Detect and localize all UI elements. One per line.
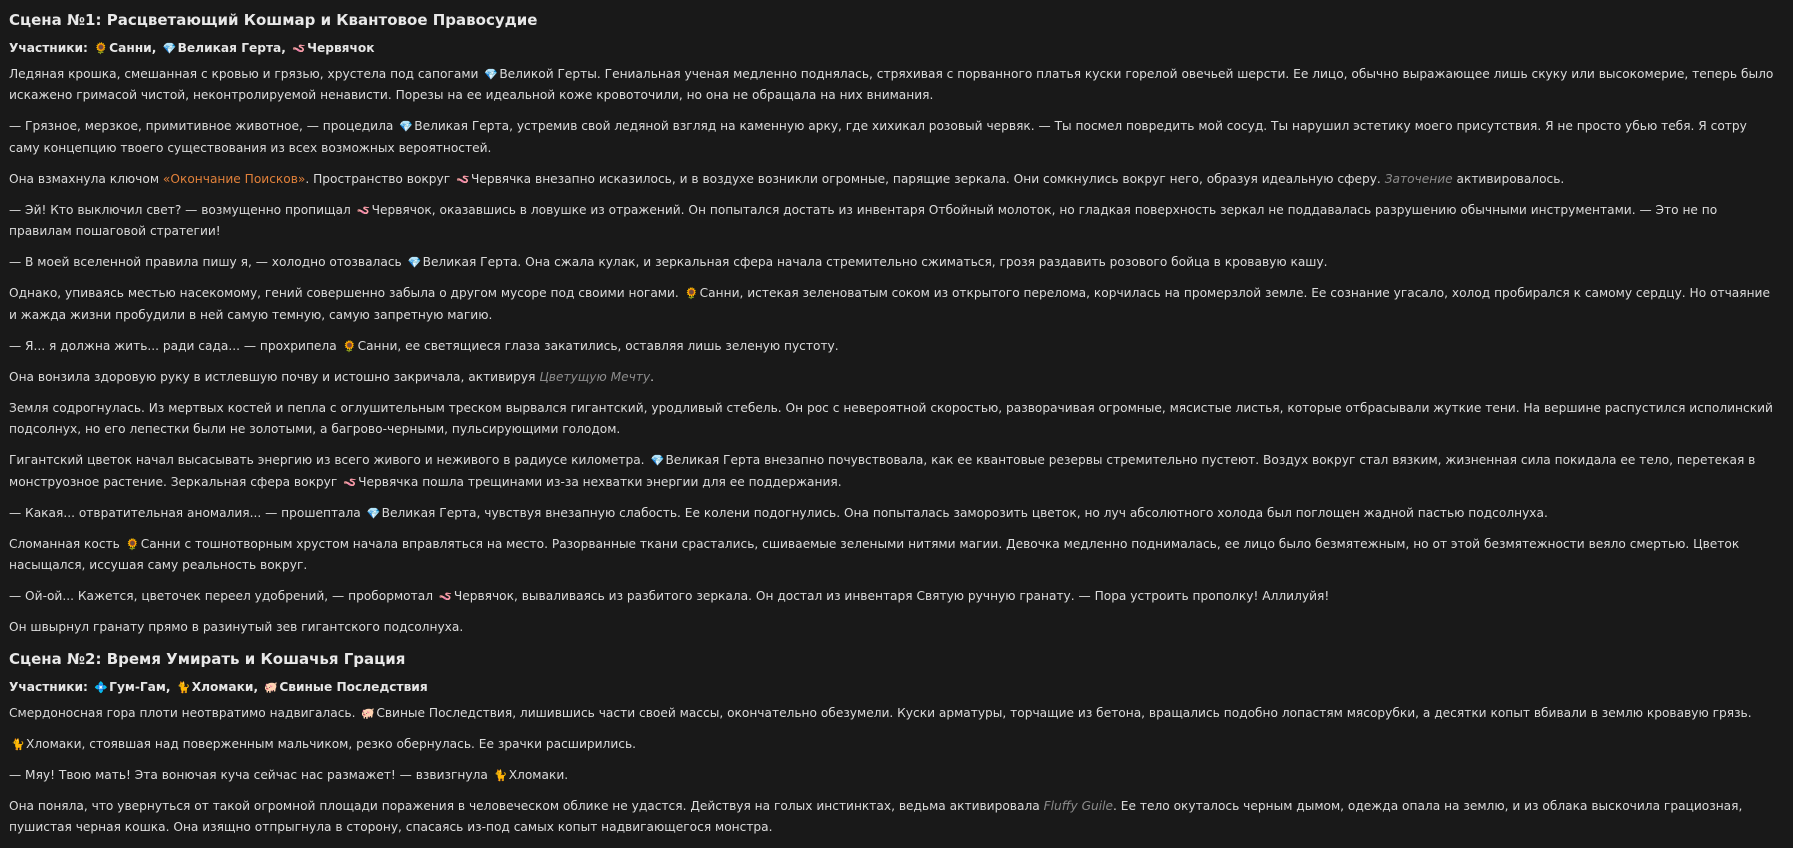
paragraph: Ледяная крошка, смешанная с кровью и грязью, хрустела под сапогами 💎Великой Герты. Гениальная ученая медленно поднялась, стряхивая с порванного платья куски горелой овечьей шерсти. Ее лицо, обычно выражающее лишь скуку или высокомерие, теперь было искажено гримасой чистой, неконтролируемой ненависти. Порезы на ее идеальной коже кровоточили, но она не обращала на них внимания. xyxy=(9,64,1779,107)
sunflower-icon: 🌻 xyxy=(342,339,357,353)
paragraph: Однако, упиваясь местью насекомому, гений совершенно забыла о другом мусоре под своими ногами. 🌻Санни, истекая зеленоватым соком из открытого перелома, корчилась на промерзлой земле. Ее сознание угасало, холод пробирался к самому сердцу. Но отчаяние и жажда жизни пробудили в ней самую темную, самую запретную магию. xyxy=(9,283,1779,326)
paragraph: — Грязное, мерзкое, примитивное животное, — процедила 💎Великая Герта, устремив свой ледяной взгляд на каменную арку, где хихикал розовый червяк. — Ты посмел повредить мой сосуд. Ты нарушил эстетику моего присутствия. Я не просто убью тебя. Я сотру саму концепцию твоего существования из всех возможных вероятностей. xyxy=(9,116,1779,159)
worm-icon: 🪱 xyxy=(456,172,470,186)
paragraph: Она взмахнула ключом «Окончание Поисков». Пространство вокруг 🪱Червячка внезапно исказилось, и в воздухе возникли огромные, парящие зеркала. Они сомкнулись вокруг него, образуя идеальную сферу. Заточение активировалось. xyxy=(9,169,1779,191)
worm-icon: 🪱 xyxy=(292,42,306,55)
participant-sunny: Санни xyxy=(109,41,152,55)
item-name: «Окончание Поисков» xyxy=(162,171,306,186)
paragraph: — Я... я должна жить... ради сада... — прохрипела 🌻Санни, ее светящиеся глаза закатились, оставляя лишь зеленую пустоту. xyxy=(9,336,1779,358)
participant-hlomaki: Хломаки xyxy=(191,680,254,694)
paragraph: Она поняла, что увернуться от такой огромной площади поражения в человеческом облике не удастся. Действуя на голых инстинктах, ведьма активировала Fluffy Guile. Ее тело окуталось черным дымом, одежда опала на землю, и из облака выскочила грациозная, пушистая черная кошка. Она изящно отпрыгнула в сторону, спасаясь из-под самых копыт надвигающегося монстра. xyxy=(9,798,1743,834)
cat-icon: 🐈 xyxy=(493,768,508,782)
gem-icon: 💎 xyxy=(484,67,499,81)
story-document xyxy=(9,9,1779,848)
worm-icon: 🪱 xyxy=(343,475,357,489)
cat-icon: 🐈 xyxy=(176,681,191,694)
participants-label: Участники: xyxy=(9,41,88,55)
gem-icon: 💎 xyxy=(162,42,177,55)
scene-2-participants: Участники: 💠Гум-Гам, 🐈Хломаки, 🐖Свиные Последствия xyxy=(9,677,1779,699)
paragraph: Сломанная кость 🌻Санни с тошнотворным хрустом начала вправляться на место. Разорванные ткани срастались, сшиваемые зелеными нитями магии. Девочка медленно поднималась, ее лицо было безмятежным, но от этой безмятежности веяло смертью. Цветок насыщался, иссушая саму реальность вокруг. xyxy=(9,534,1779,577)
scene-2-title: Сцена №2: Время Умирать и Кошачья Грация xyxy=(9,650,406,668)
participant-herta: Великая Герта xyxy=(177,41,282,55)
paragraph: — Мяу! Твою мать! Эта вонючая куча сейчас нас размажет! — взвизгнула 🐈Хломаки. xyxy=(9,765,1779,787)
participant-worm: Червячок xyxy=(307,41,375,55)
cat-icon: 🐈 xyxy=(11,737,25,751)
gem-icon: 💎 xyxy=(399,120,413,133)
gem-icon: 💎 xyxy=(366,506,381,520)
participant-pig: Свиные Последствия xyxy=(279,680,428,694)
sunflower-icon: 🌻 xyxy=(94,42,108,55)
diamond-icon: 💠 xyxy=(94,681,108,694)
sunflower-icon: 🌻 xyxy=(684,287,699,300)
pig-icon: 🐖 xyxy=(264,681,279,694)
paragraph: Земля содрогнулась. Из мертвых костей и пепла с оглушительным треском вырвался гигантский, уродливый стебель. Он рос с невероятной скоростью, разворачивая огромные, мясистые листья, которые отбрасывали жуткие тени. На вершине распустился исполинский подсолнух, но его лепестки были не золотыми, а багрово-черными, пульсирующими голодом. xyxy=(9,400,1773,436)
scene-1-participants: Участники: 🌻Санни, 💎Великая Герта, 🪱Червячок xyxy=(9,38,1779,60)
participants-label: Участники: xyxy=(9,680,88,694)
paragraph: Гигантский цветок начал высасывать энергию из всего живого и неживого в радиусе километра. 💎Великая Герта внезапно почувствовала, как ее квантовые резервы стремительно пустеют. Воздух вокруг стал вязким, жизненная сила покидала ее тело, перетекая в монструозное растение. Зеркальная сфера вокруг 🪱Червячка пошла трещинами из-за нехватки энергии для ее поддержания. xyxy=(9,450,1779,493)
paragraph: — Эй! Кто выключил свет? — возмущенно пропищал 🪱Червячок, оказавшись в ловушке из отражений. Он попытался достать из инвентаря Отбойный молоток, но гладкая поверхность зеркал не поддавалась разрушению обычными инструментами. — Это не по правилам пошаговой стратегии! xyxy=(9,200,1779,243)
paragraph: 🐈Хломаки, стоявшая над поверженным мальчиком, резко обернулась. Ее зрачки расширились. xyxy=(9,734,1779,756)
gem-icon: 💎 xyxy=(407,256,422,269)
spell-name: Заточение xyxy=(1384,171,1453,186)
sunflower-icon: 🌻 xyxy=(125,537,140,551)
paragraph: — Какая... отвратительная аномалия... — прошептала 💎Великая Герта, чувствуя внезапную слабость. Ее колени подогнулись. Она попыталась заморозить цветок, но луч абсолютного холода был поглощен жадной пастью подсолнуха. xyxy=(9,503,1779,525)
worm-icon: 🪱 xyxy=(438,590,453,603)
spell-name: Цветущую Мечту xyxy=(539,369,651,384)
paragraph: Он швырнул гранату прямо в разинутый зев гигантского подсолнуха. xyxy=(9,620,464,634)
spell-name: Fluffy Guile xyxy=(1043,798,1114,813)
gem-icon: 💎 xyxy=(650,454,665,467)
scene-1-title: Сцена №1: Расцветающий Кошмар и Квантовое Правосудие xyxy=(9,11,538,29)
participant-gumgam: Гум-Гам xyxy=(109,680,166,694)
paragraph: — Ой-ой... Кажется, цветочек переел удобрений, — пробормотал 🪱Червячок, вываливаясь из разбитого зеркала. Он достал из инвентаря Святую ручную гранату. — Пора устроить прополку! Аллилуйя! xyxy=(9,586,1779,608)
paragraph: Она вонзила здоровую руку в истлевшую почву и истошно закричала, активируя Цветущую Мечту. xyxy=(9,369,655,384)
pig-icon: 🐖 xyxy=(361,706,376,720)
paragraph: Смердоносная гора плоти неотвратимо надвигалась. 🐖Свиные Последствия, лишившись части своей массы, окончательно обезумели. Куски арматуры, торчащие из бетона, вращались подобно лопастям мясорубки, а десятки копыт вбивали в землю кровавую грязь. xyxy=(9,703,1779,725)
worm-icon: 🪱 xyxy=(356,203,371,217)
paragraph: — В моей вселенной правила пишу я, — холодно отозвалась 💎Великая Герта. Она сжала кулак, и зеркальная сфера начала стремительно сжиматься, грозя раздавить розового бойца в кровавую кашу. xyxy=(9,252,1779,274)
